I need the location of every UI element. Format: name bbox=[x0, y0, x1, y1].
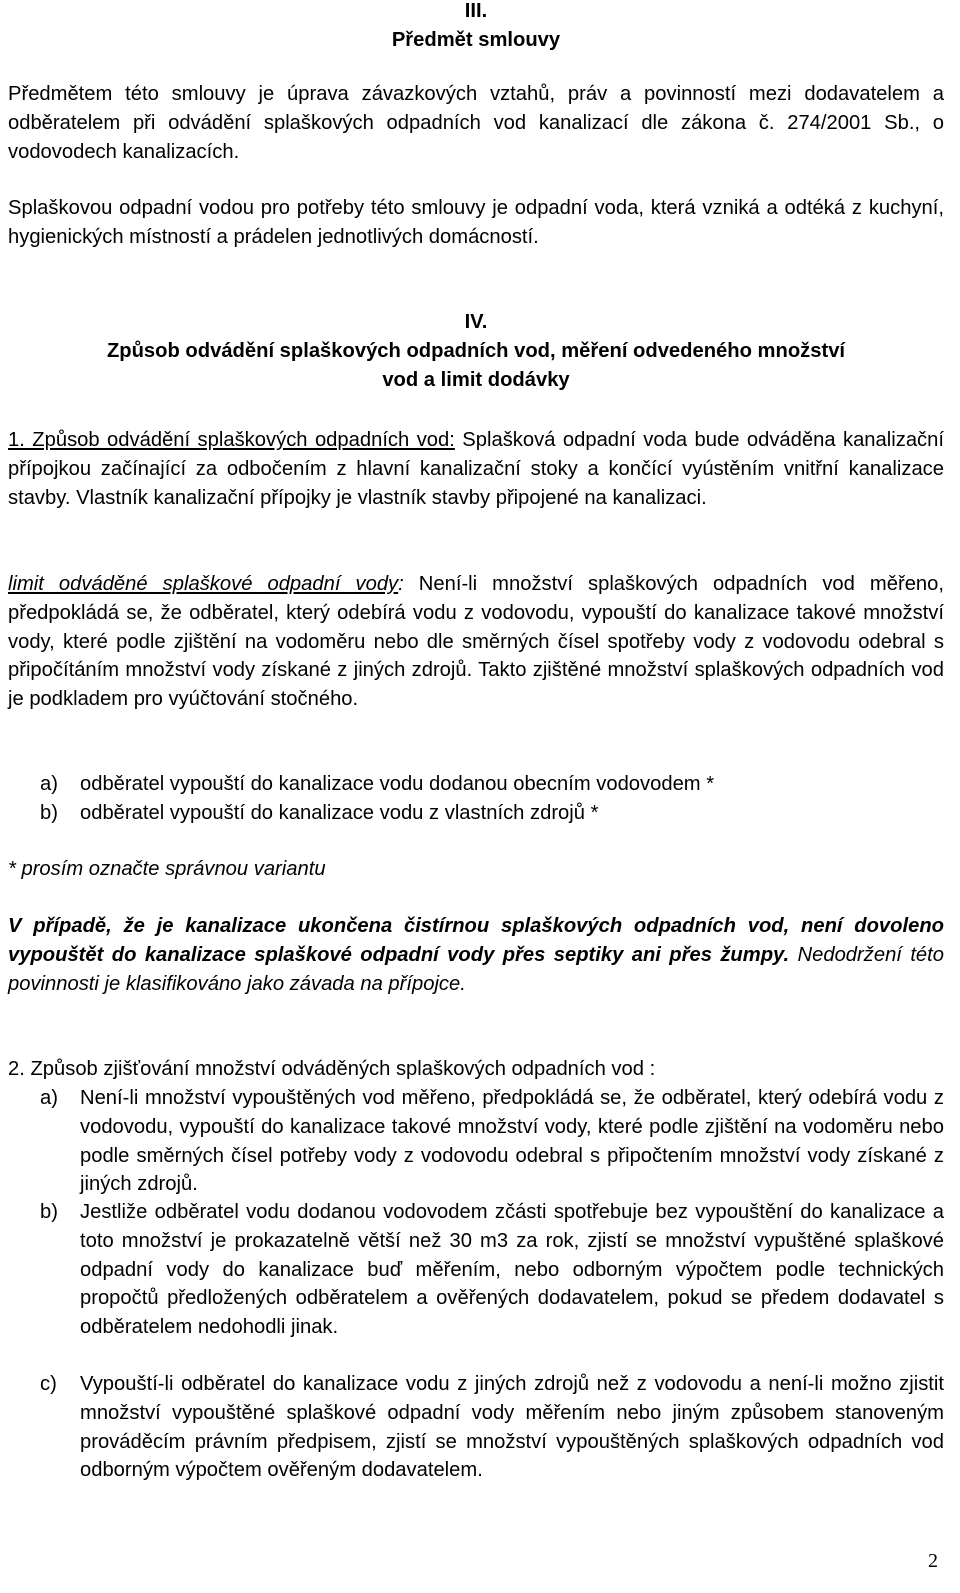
section-3-paragraph-2: Splaškovou odpadní vodou pro potřeby této smlouvy je odpadní voda, která vzniká a odtéká z kuchyní, hygienických místností a prádelen jednotlivých domácností. bbox=[8, 197, 944, 248]
method-item-a bbox=[40, 1084, 944, 1199]
method-item-c bbox=[40, 1370, 944, 1485]
section-4-number: IV. bbox=[464, 311, 488, 333]
paragraph-2-heading: 2. Způsob zjišťování množství odváděných splaškových odpadních vod : bbox=[8, 1058, 656, 1080]
option-b bbox=[40, 799, 944, 828]
option-a-text: odběratel vypouští do kanalizace vodu dodanou obecním vodovodem * bbox=[80, 773, 715, 795]
method-item-a-text: Není-li množství vypouštěných vod měřeno, předpokládá se, že odběratel, který odebírá vodu z vodovodu, vypouští do kanalizace takové množství vody, které podle zjištění na vodoměru nebo podle směrných čísel potřeby vody z vodovodu odebral s připočtením množství vody získané z jiných zdrojů. bbox=[80, 1087, 944, 1196]
option-a-label: a) bbox=[40, 773, 58, 795]
warning-bold: V případě, že je kanalizace ukončena čistírnou splaškových odpadních vod, není dovoleno vypouštět do kanalizace splaškové odpadní vody přes septiky ani přes žumpy. bbox=[8, 915, 944, 966]
limit-colon: : bbox=[398, 573, 404, 595]
paragraph-1-lead: 1. Způsob odvádění splaškových odpadních vod: bbox=[8, 429, 455, 451]
method-item-b-text: Jestliže odběratel vodu dodanou vodovodem zčásti spotřebuje bez vypouštění do kanalizace a toto množství je prokazatelně větší než 30 m3 za rok, zjistí se množství vypuštěné splaškové odpadní vody do kanalizace buď měřením, nebo odborným výpočtem podle technických propočtů předložených odběratelem a ověřených dodavatelem, pokud se předem dodavatel s odběratelem nedohodli jinak. bbox=[80, 1201, 944, 1339]
section-3-title: Předmět smlouvy bbox=[391, 29, 561, 51]
section-4-paragraph-1 bbox=[8, 426, 944, 512]
limit-heading: limit odváděné splaškové odpadní vody bbox=[8, 573, 399, 595]
warning-paragraph bbox=[8, 912, 944, 998]
paragraph-1-text-2: Vlastník kanalizační přípojky je vlastník stavby připojené na kanalizaci. bbox=[70, 486, 707, 509]
method-item-b-label: b) bbox=[40, 1201, 58, 1223]
page-number: 2 bbox=[928, 1550, 938, 1572]
method-item-c-label: c) bbox=[40, 1373, 57, 1395]
section-4-title-line-2: vod a limit dodávky bbox=[382, 369, 570, 391]
method-item-a-label: a) bbox=[40, 1087, 58, 1109]
option-b-label: b) bbox=[40, 802, 58, 824]
method-item-c-text: Vypouští-li odběratel do kanalizace vodu z jiných zdrojů než z vodovodu a není-li možno zjistit množství vypouštěné splaškové odpadní vody měřením nebo jiným způsobem stanoveným prováděcím právním předpisem, zjistí se množství vypouštěných splaškových odpadních vod odborným výpočtem ověřeným dodavatelem. bbox=[80, 1373, 944, 1482]
section-4-title-line-1: Způsob odvádění splaškových odpadních vod, měření odvedeného množství bbox=[106, 340, 846, 362]
section-3-paragraph-1: Předmětem této smlouvy je úprava závazkových vztahů, práv a povinností mezi dodavatelem a odběratelem při odvádění splaškových odpadních vod kanalizací dle zákona č. 274/2001 Sb., o vodovodech kanalizacích. bbox=[8, 83, 944, 163]
section-3-number: III. bbox=[464, 0, 488, 22]
method-item-b bbox=[40, 1198, 944, 1342]
option-b-text: odběratel vypouští do kanalizace vodu z vlastních zdrojů * bbox=[80, 802, 599, 824]
section-4-paragraph-2 bbox=[8, 570, 944, 714]
option-a bbox=[40, 770, 944, 799]
selection-note: * prosím označte správnou variantu bbox=[8, 858, 326, 880]
limit-text: Není-li množství splaškových odpadních vod měřeno, předpokládá se, že odběratel, který odebírá vodu z vodovodu, vypouští do kanalizace takové množství vody, které podle zjištění na vodoměru nebo dle směrných čísel spotřeby vody z vodovodu odebral s připočítáním množství vody získané z jiných zdrojů. Takto zjištěné množství splaškových odpadních vod je podkladem pro vyúčtování stočného. bbox=[8, 573, 944, 711]
paragraph-1-text: Splašková odpadní voda bude odváděna kanalizační přípojkou začínající za odbočením z hlavní kanalizační stoky a končící vyústěním vnitřní kanalizace stavby. bbox=[8, 429, 944, 509]
warning-rest: Nedodržení této povinnosti je klasifikováno jako závada na přípojce. bbox=[8, 943, 944, 995]
